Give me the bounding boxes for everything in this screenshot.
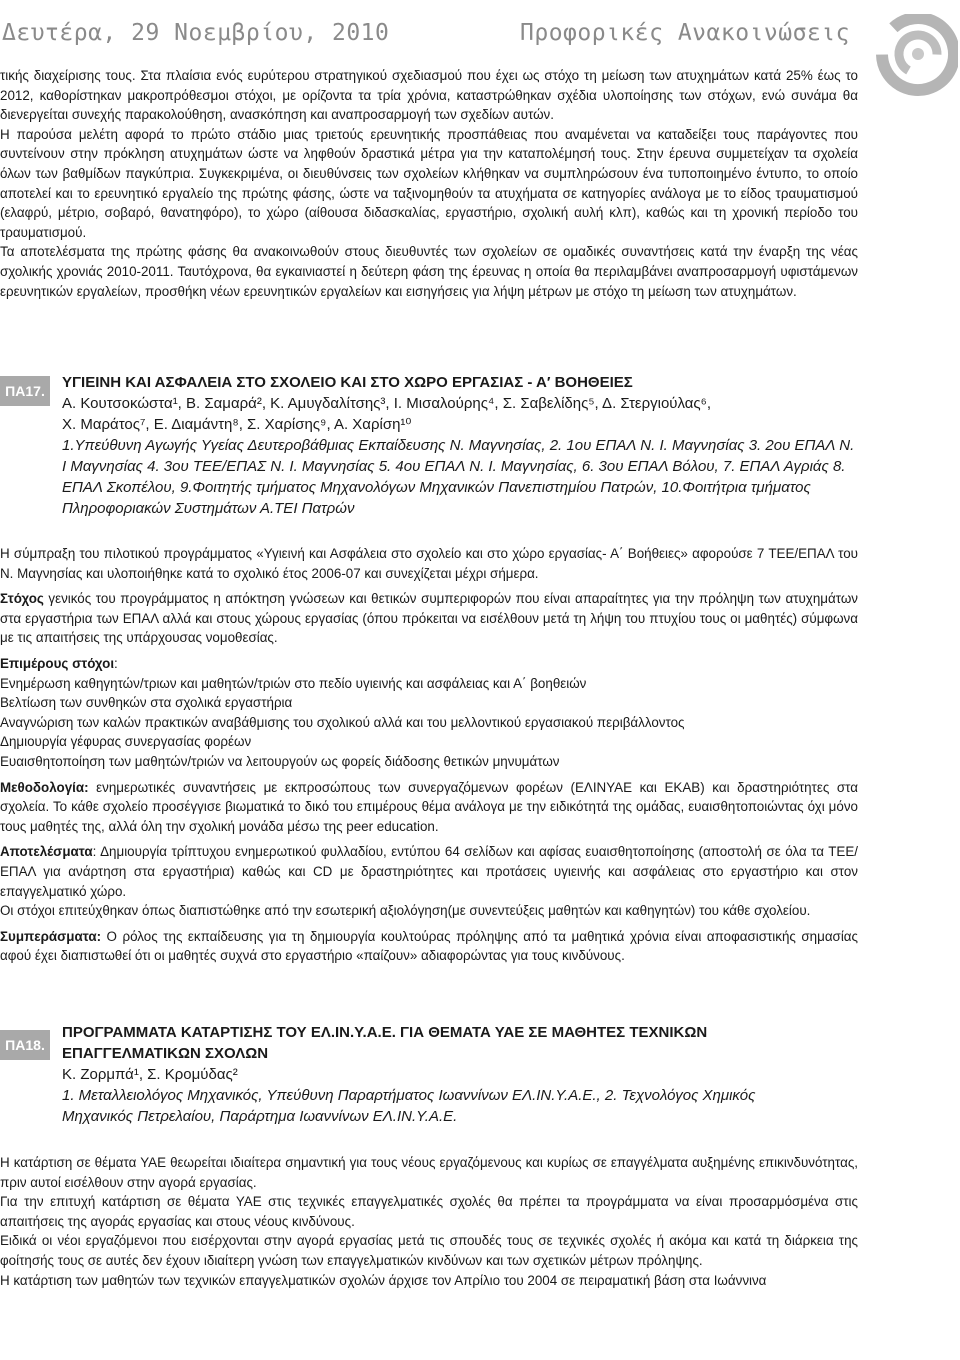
abstract-title-cont: ΕΠΑΓΓΕΛΜΑΤΙΚΩΝ ΣΧΟΛΩΝ xyxy=(62,1045,269,1062)
page-header xyxy=(0,14,960,54)
results-paragraph-2: Οι στόχοι επιτεύχθηκαν όπως διαπιστώθηκε από την εσωτερική αξιολόγηση(με συνεντεύξεις μαθητών και καθηγητών) του κάθε σχολείου. xyxy=(0,903,811,919)
abstract-title: ΥΓΙΕΙΝΗ ΚΑΙ ΑΣΦΑΛΕΙΑ ΣΤΟ ΣΧΟΛΕΙΟ ΚΑΙ ΣΤΟ ΧΩΡΟ ΕΡΓΑΣΙΑΣ - Α′ ΒΟΗΘΕΙΕΣ xyxy=(62,374,633,391)
abstract-tag: ΠΑ18. xyxy=(0,1030,50,1060)
subgoal-item: Αναγνώριση των καλών πρακτικών αναβάθμισης του σχολικού αλλά και του μελλοντικού εργασιακού περιβάλλοντος xyxy=(0,714,685,730)
body-paragraph: Η κατάρτιση σε θέματα ΥΑΕ θεωρείται ιδιαίτερα σημαντική για τους νέους εργαζόμενους και κυρίως σε επαγγέλματα αυξημένης επικινδυνότητας, πριν αυτοί εισέλθουν στην αγορά εργασίας. xyxy=(0,1155,858,1190)
abstract-body xyxy=(0,1153,858,1290)
goal-text: γενικός του προγράμματος η απόκτηση γνώσεων και θετικών συμπεριφορών που είναι απαραίτητες για την πρόληψη των ατυχημάτων στα εργαστήρια των ΕΠΑΛ αλλά και στους χώρους εργασίας (όπου πρόκειται να εισέλθουν μετά τη λήψη του πτυχίου τους οι μαθητές) σύμφωνα με τις απαιτήσεις της υπάρχουσας νομοθεσίας. xyxy=(0,591,858,646)
affiliations-cont: Μηχανικός Πετρελαίου, Παράρτημα Ιωαννίνων ΕΛ.ΙΝ.Υ.Α.Ε. xyxy=(62,1108,458,1125)
abstract-title: ΠΡΟΓΡΑΜΜΑΤΑ ΚΑΤΑΡΤΙΣΗΣ ΤΟΥ ΕΛ.ΙΝ.Υ.Α.Ε. ΓΙΑ ΘΕΜΑΤΑ ΥΑΕ ΣΕ ΜΑΘΗΤΕΣ ΤΕΧΝΙΚΩΝ xyxy=(62,1024,708,1041)
goal-paragraph xyxy=(0,589,858,648)
method-text: ενημερωτικές συναντήσεις με εκπροσώπους των συνεργαζόμενων φορέων (ΕΛΙΝΥΑΕ και ΕΚΑΒ) και δραστηριότητες στα σχολεία. Το κάθε σχολείο προσέγγισε βιωματικά το δικό του επιμέρους θέμα ανάλογα με την ειδικότητά της ομάδας, ευαισθητοποιώντας όχι μόνο τους μαθητές της, αλλά όλη την σχολική μονάδα μέσω της peer education. xyxy=(0,779,858,834)
subgoals-heading: Επιμέρους στόχοι: xyxy=(0,655,118,671)
conclusions-label: Συμπεράσματα: xyxy=(0,928,102,944)
author-list: Α. Κουτσοκώστα¹, Β. Σαμαρά², Κ. Αμυγδαλίτσης³, Ι. Μισαλούρης⁴, Σ. Σαβελίδης⁵, Δ. Στεργιούλας⁶, xyxy=(62,395,711,412)
conference-logo-icon xyxy=(872,14,958,100)
intro-paragraph: Η παρούσα μελέτη αφορά το πρώτο στάδιο μιας τριετούς ερευνητικής προσπάθειας που αναμένεται να καταδείξει τους παράγοντες που συντείνουν στην πρόκληση ατυχημάτων ώστε να ληφθούν δραστικά μέτρα για την καταπολέμησή τους. Στην έρευνα συμμετείχαν τα σχολεία όλων των βαθμίδων παγκύπρια. Συγκεκριμένα, οι διευθύνσεις των σχολείων κλήθηκαν να συμπληρώσουν ένα τυποποιημένο έντυπο, το οποίο αποτελεί και το ερευνητικό εργαλείο της πρώτης φάσης, ώστε να ταξινομηθούν τα ατυχήματα σε κατηγορίες ανάλογα με το είδος τραυματισμού (ελαφρύ, μέτριο, σοβαρό, θανατηφόρο), το χώρο (αίθουσα διδασκαλίας, εργαστήριο, σχολική αυλή κλπ), καθώς και τη χρονική περίοδο του τραυματισμού. xyxy=(0,126,858,240)
conclusions-text: Ο ρόλος της εκπαίδευσης για τη δημιουργία κουλτούρας πρόληψης από τα μαθητικά χρόνια είναι αποφασιστικής σημασίας αφού έχει διαπιστωθεί ότι οι μαθητές συχνά στο εργαστήριο «παίζουν» αδιαφορώντας για τους κινδύνους. xyxy=(0,928,858,964)
subgoal-item: Ενημέρωση καθηγητών/τριων και μαθητών/τριών στο πεδίο υγιεινής και ασφάλειας και Α΄ βοηθειών xyxy=(0,675,587,691)
method-paragraph xyxy=(0,778,858,837)
header-section: Προφορικές Ανακοινώσεις xyxy=(520,20,850,46)
conclusions-paragraph xyxy=(0,927,858,966)
body-paragraph: Για την επιτυχή κατάρτιση σε θέματα ΥΑΕ στις τεχνικές επαγγελματικές σχολές θα πρέπει τα προγράμματα να είναι προσαρμόσμένα στις απαιτήσεις της αγοράς εργασίας και στους νέους κινδύνους. xyxy=(0,1194,858,1229)
subgoal-item: Βελτίωση των συνθηκών στα σχολικά εργαστήρια xyxy=(0,695,293,711)
method-label: Μεθοδολογία: xyxy=(0,779,89,795)
subgoal-item: Ευαισθητοποίηση των μαθητών/τριών να λειτουργούν ως φορείς διάδοσης θετικών μηνυμάτων xyxy=(0,753,560,769)
intro-text xyxy=(0,66,858,301)
header-date: Δευτέρα, 29 Νοεμβρίου, 2010 xyxy=(2,20,390,46)
goal-label: Στόχος xyxy=(0,591,44,607)
results-label: Αποτελέσματα xyxy=(0,844,93,860)
intro-paragraph: Τα αποτελέσματα της πρώτης φάσης θα ανακοινωθούν στους διευθυντές των σχολείων σε ομαδικές συναντήσεις κατά την έναρξη της νέας σχολικής χρονιάς 2010-2011. Ταυτόχρονα, θα εγκαινιαστεί η δεύτερη φάση της έρευνας η οποία θα περιλαμβάνει αναπροσαρμογή υφιστάμενων ερευνητικών εργαλείων, προσθήκη νέων ερευνητικών εργαλείων και εισηγήσεις για λήψη μέτρων με στόχο τη μείωση των ατυχημάτων. xyxy=(0,244,858,299)
abstract-header xyxy=(62,1022,858,1127)
results-text: : Δημιουργία τρίπτυχου ενημερωτικού φυλλαδίου, εντύπου 64 σελίδων και αφίσας ευαισθητοποίησης (αποστολή σε όλα τα ΤΕΕ/ΕΠΑΛ για ανάρτηση στα εργαστήρια) καθώς και CD με δραστηριότητες και προτάσεις υγιεινής και ασφάλειας στο εργαστήριο και στον επαγγελματικό χώρο. xyxy=(0,844,858,899)
body-paragraph: Η σύμπραξη του πιλοτικού προγράμματος «Υγιεινή και Ασφάλεια στο σχολείο και στο χώρο εργασίας- Α΄ Βοήθειες» αφορούσε 7 ΤΕΕ/ΕΠΑΛ του Ν. Μαγνησίας και υλοποιήθηκε κατά το σχολικό έτος 2006-07 και συνεχίζεται μέχρι σήμερα. xyxy=(0,546,858,581)
intro-paragraph: τικής διαχείρισης τους. Στα πλαίσια ενός ευρύτερου στρατηγικού σχεδιασμού που έχει ως στόχο τη μείωση των ατυχημάτων κατά 25% έως το 2012, καθορίστηκαν μακροπρόθεσμοι στόχοι, με ορίζοντα τα τρία χρόνια, καταστρώθηκαν σχέδια υλοποίησης των στόχων, ενώ συνάμα θα διενεργείται συνεχής παρακολούθηση, ανασκόπηση και αναπροσαρμογή των σχεδίων αυτών. xyxy=(0,68,858,123)
abstract-header xyxy=(62,372,858,519)
abstract-tag: ΠΑ17. xyxy=(0,376,50,406)
subgoals-label: Επιμέρους στόχοι xyxy=(0,655,115,671)
body-paragraph: Ειδικά οι νέοι εργαζόμενοι που εισέρχονται στην αγορά εργασίας μετά τις σπουδές τους σε τεχνικές σχολές ή ακόμα και κατά τη διάρκεια της φοίτησής τους σε αυτές δεν έχουν ιδιαίτερη γνώση των επαγγελματικών κινδύνων και των σχετικών μέτρων πρόληψης. xyxy=(0,1233,858,1268)
body-paragraph: Η κατάρτιση των μαθητών των τεχνικών επαγγελματικών σχολών άρχισε τον Απρίλιο του 2004 σε πειραματική βάση στα Ιωάννινα xyxy=(0,1272,767,1288)
results-paragraph xyxy=(0,842,858,901)
author-list: Χ. Μαράτος⁷, Ε. Διαμάντη⁸, Σ. Χαρίσης⁹, Α. Χαρίση¹⁰ xyxy=(62,416,412,433)
affiliations: 1.Υπεύθυνη Αγωγής Υγείας Δευτεροβάθμιας Εκπαίδευσης Ν. Μαγνησίας, 2. 1ου ΕΠΑΛ Ν. Ι. Μαγνησίας 3. 2ου ΕΠΑΛ Ν. Ι Μαγνησίας 4. 3ου ΤΕΕ/ΕΠΑΣ Ν. Ι. Μαγνησίας 5. 4ου ΕΠΑΛ Ν. Ι. Μαγνησίας, 6. 3ου ΕΠΑΛ Βόλου, 7. ΕΠΑΛ Αγριάς 8. ΕΠΑΛ Σκοπέλου, 9.Φοιτητής τμήματος Μηχανολόγων Μηχανικών Πανεπιστημίου Πατρών, 10.Φοιτήτρια τμήματος Πληροφοριακών Συστημάτων Α.ΤΕΙ Πατρών xyxy=(62,437,855,517)
author-list: Κ. Ζορμπά¹, Σ. Κρομύδας² xyxy=(62,1066,238,1083)
subgoal-item: Δημιουργία γέφυρας συνεργασίας φορέων xyxy=(0,734,252,750)
abstract-body xyxy=(0,544,858,966)
affiliations: 1. Μεταλλειολόγος Μηχανικός, Υπεύθυνη Παραρτήματος Ιωαννίνων ΕΛ.ΙΝ.Υ.Α.Ε., 2. Τεχνολόγος Χημικός xyxy=(62,1087,756,1104)
